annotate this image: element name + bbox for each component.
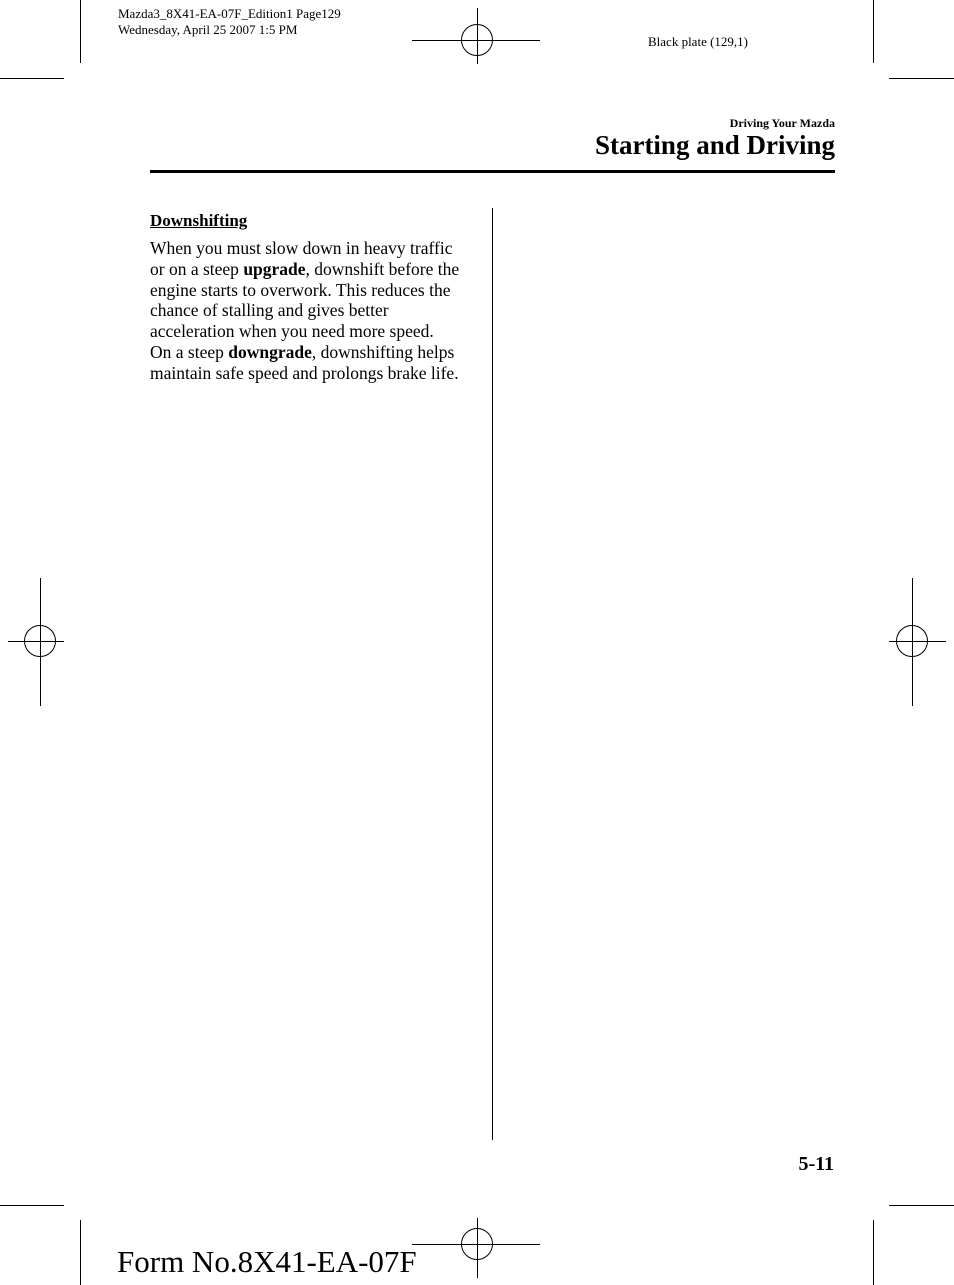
crop-mark <box>0 78 64 79</box>
crop-mark <box>873 0 874 63</box>
text-span: , downshifting helps maintain safe speed and prolongs brake life. <box>150 341 459 383</box>
column-divider <box>492 208 493 1140</box>
bold-term-downgrade: downgrade <box>228 341 312 362</box>
crop-mark <box>873 1220 874 1285</box>
content-column-left <box>150 210 470 384</box>
crop-mark <box>80 1220 81 1285</box>
text-span: , downshift before the engine starts to overwork. This reduces the chance of stalling and gives better acceleration when you need more speed. <box>150 258 460 342</box>
plate-info: Black plate (129,1) <box>648 34 748 49</box>
section-heading: Downshifting <box>150 211 248 230</box>
page-number: 5-11 <box>798 1153 834 1175</box>
section-label: Driving Your Mazda <box>729 116 835 130</box>
print-metadata <box>118 6 341 38</box>
header-rule <box>150 170 835 173</box>
crop-mark <box>889 78 954 79</box>
form-number: Form No.8X41-EA-07F <box>117 1244 417 1279</box>
crop-mark <box>0 1205 64 1206</box>
print-date: Wednesday, April 25 2007 1:5 PM <box>118 22 298 37</box>
text-span: On a steep <box>150 341 229 362</box>
chapter-title: Starting and Driving <box>594 130 835 160</box>
paragraph-upgrade <box>150 238 470 342</box>
text-span: When you must slow down in heavy traffic or on a steep <box>150 238 453 279</box>
file-info: Mazda3_8X41-EA-07F_Edition1 Page129 <box>118 6 341 21</box>
crop-mark <box>80 0 81 63</box>
crop-mark <box>889 1205 954 1206</box>
bold-term-upgrade: upgrade <box>243 258 306 279</box>
paragraph-downgrade <box>150 342 470 384</box>
